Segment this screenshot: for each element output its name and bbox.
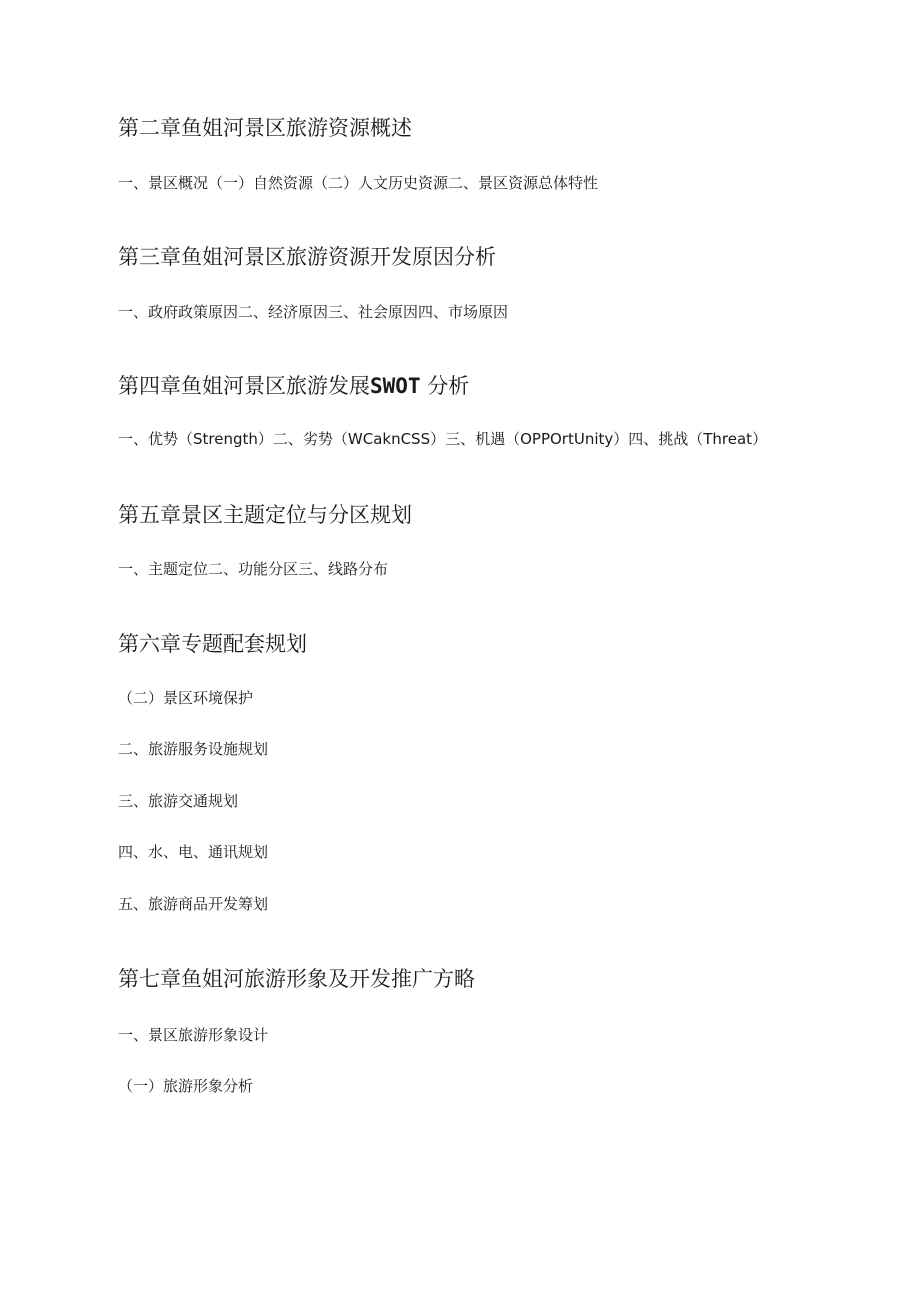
chapter-5-outline: 一、主题定位二、功能分区三、线路分布 [118,560,389,578]
chapter-7-item: 一、景区旅游形象设计 [118,1026,269,1044]
chapter-3-heading: 第三章鱼姐河景区旅游资源开发原因分析 [118,245,496,269]
chapter-4-outline: 一、优势（Strength）二、劣势（WCaknCSS）三、机遇（OPPOrtUnity）四、挑战（Threat） [118,430,768,448]
chapter-4-heading-prefix: 第四章鱼姐河景区旅游发展 [118,374,370,398]
chapter-7-heading: 第七章鱼姐河旅游形象及开发推广方略 [118,967,475,991]
chapter-6-item: 四、水、电、通讯规划 [118,843,269,861]
chapter-6-item: 五、旅游商品开发筹划 [118,895,269,913]
chapter-4-heading-code: SWOT [370,374,421,398]
chapter-5-heading: 第五章景区主题定位与分区规划 [118,503,412,527]
chapter-3-outline: 一、政府政策原因二、经济原因三、社会原因四、市场原因 [118,303,509,321]
chapter-7-item: （一）旅游形象分析 [118,1077,254,1095]
chapter-6-item: 二、旅游服务设施规划 [118,740,269,758]
chapter-2-heading: 第二章鱼姐河景区旅游资源概述 [118,116,412,140]
chapter-4-heading [118,372,469,400]
chapter-4-heading-suffix: 分析 [427,374,470,398]
chapter-6-item: （二）景区环境保护 [118,689,254,707]
chapter-6-item: 三、旅游交通规划 [118,792,239,810]
chapter-2-outline: 一、景区概况（一）自然资源（二）人文历史资源二、景区资源总体特性 [118,174,599,192]
chapter-6-heading: 第六章专题配套规划 [118,632,307,656]
